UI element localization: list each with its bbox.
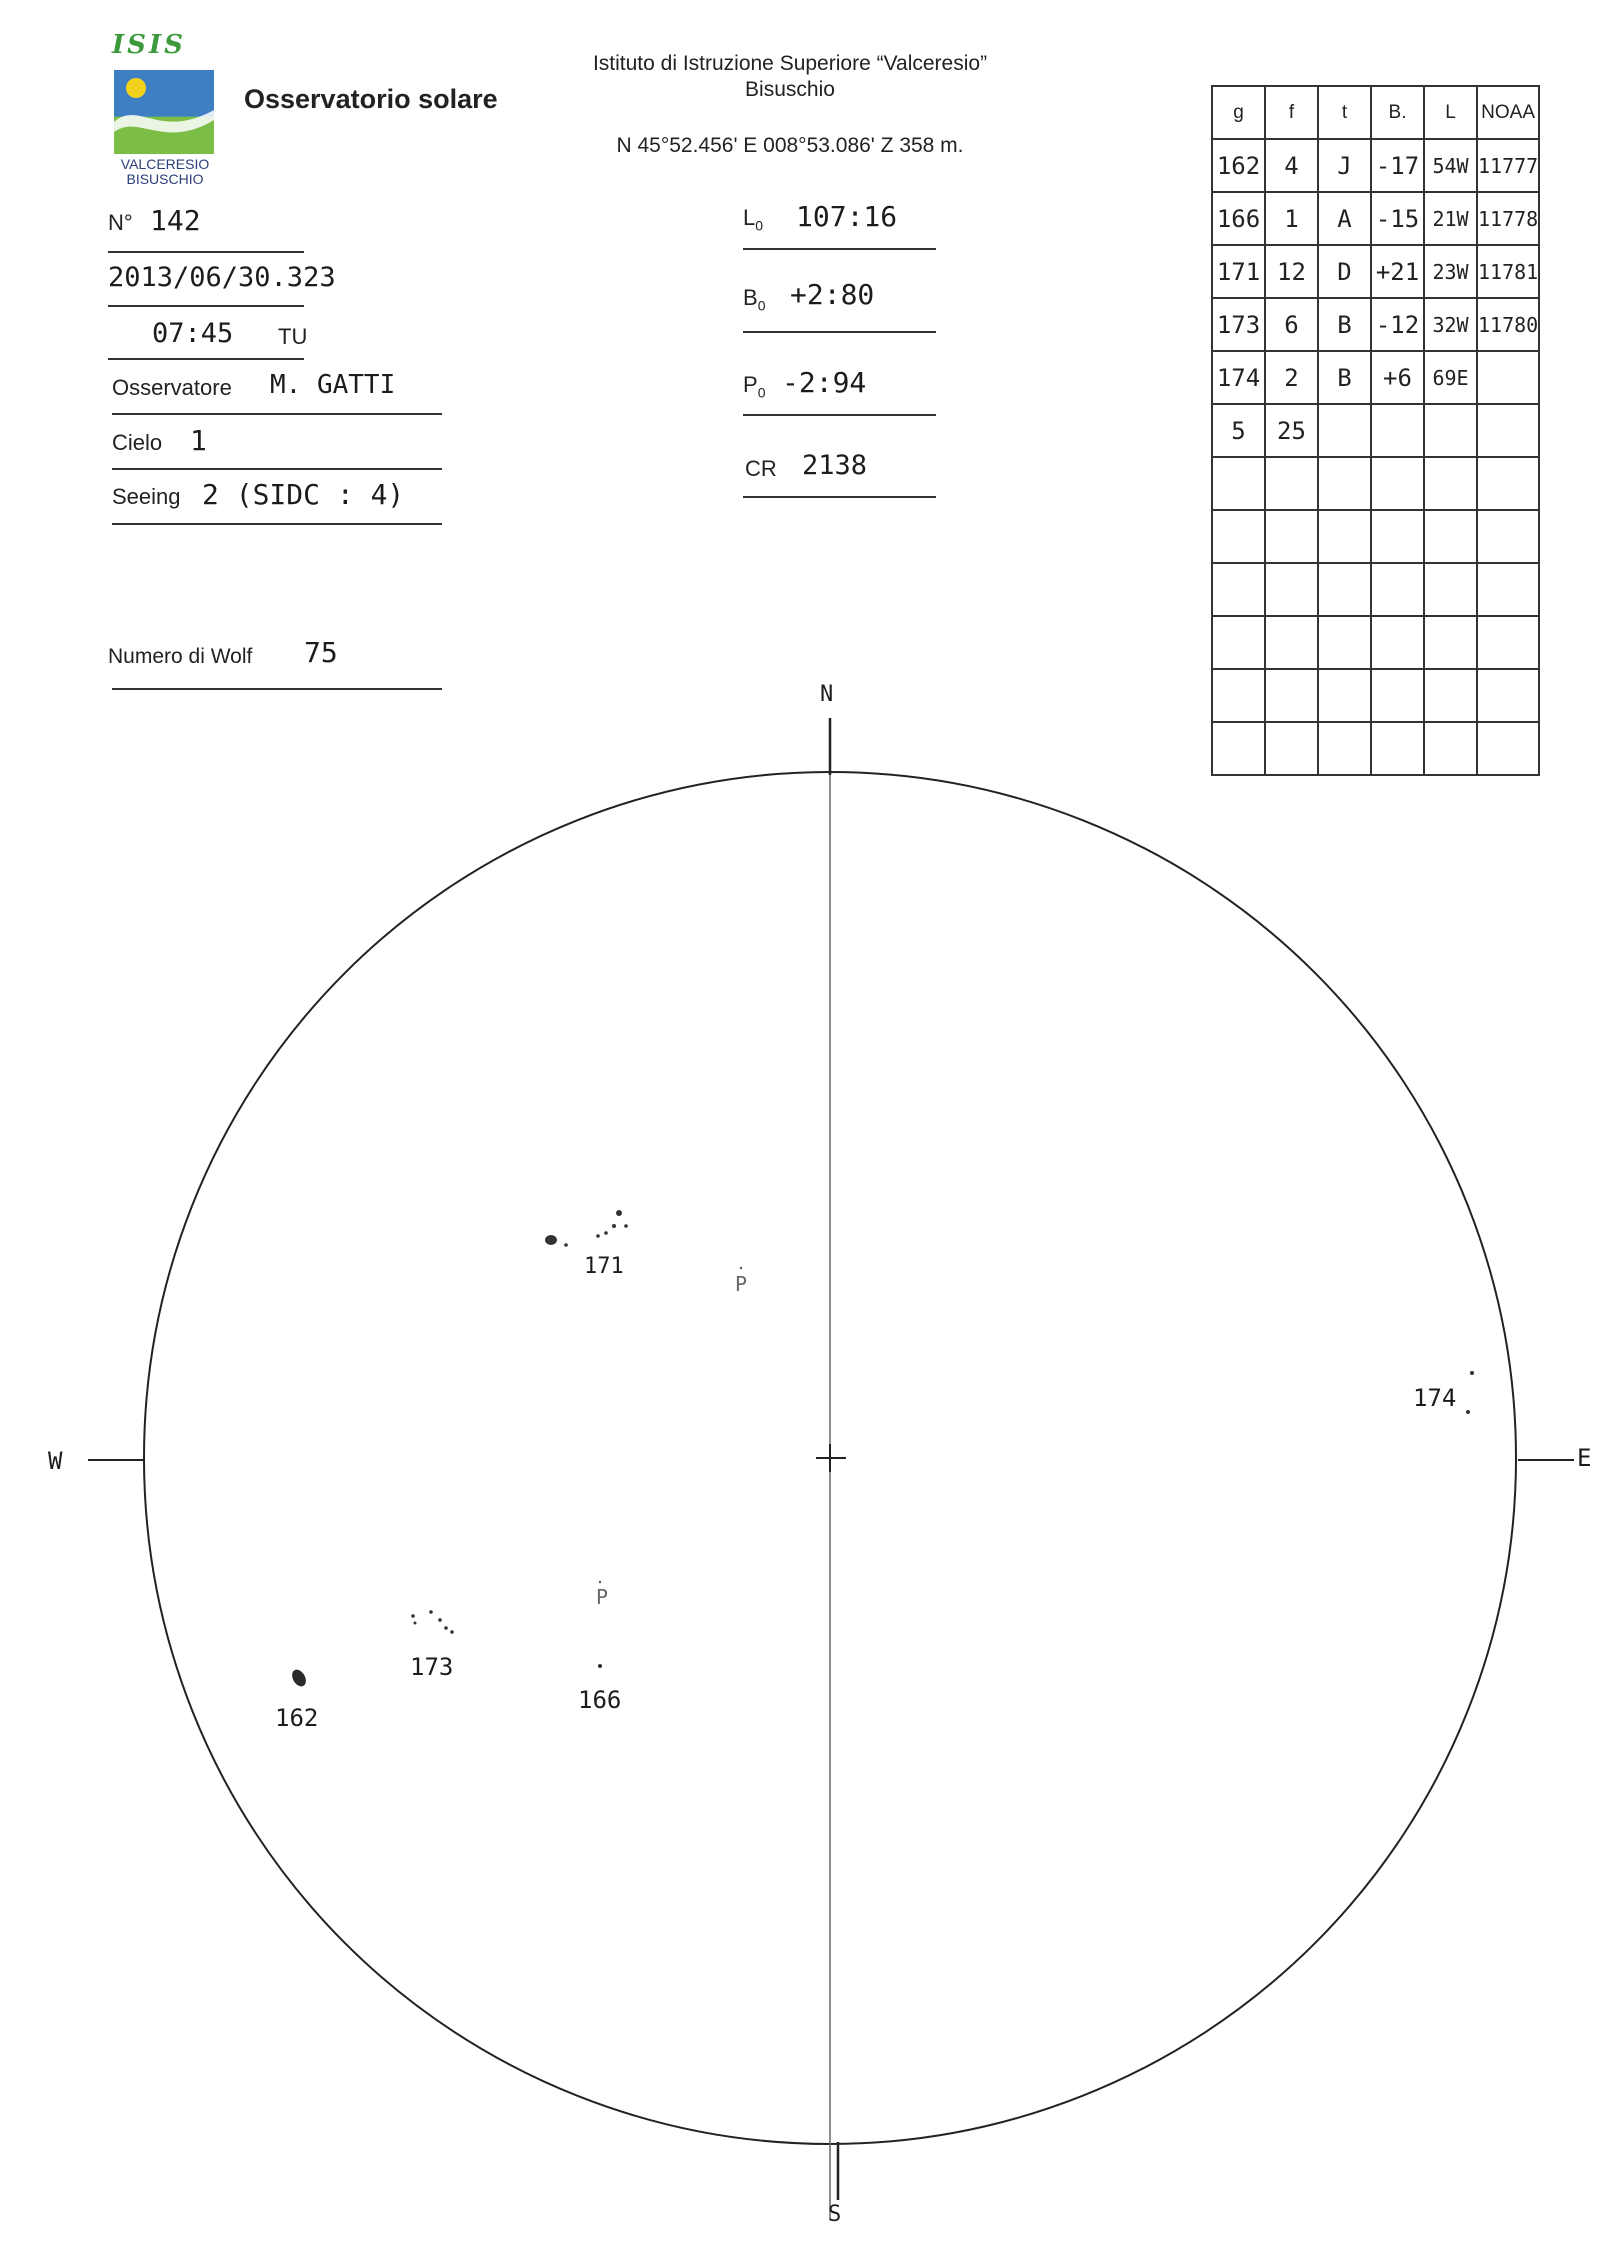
spot-174-b <box>1466 1410 1470 1414</box>
cell-l: 21W <box>1424 192 1477 245</box>
sky-label: Cielo <box>112 430 163 455</box>
wolf-value: 75 <box>304 636 338 669</box>
seeing-label: Seeing <box>112 484 181 509</box>
cell-g: 173 <box>1212 298 1265 351</box>
sky-value: 1 <box>190 424 207 457</box>
header-g: g <box>1212 86 1265 139</box>
spot-171-leader <box>545 1235 557 1245</box>
cell-noaa: 11778 <box>1477 192 1539 245</box>
cell-b: -12 <box>1371 298 1424 351</box>
header-f: f <box>1265 86 1318 139</box>
cell-g: 166 <box>1212 192 1265 245</box>
spot-171-f <box>624 1224 628 1228</box>
header-noaa: NOAA <box>1477 86 1539 139</box>
spot-173-a <box>411 1614 415 1618</box>
p0-value: -2:94 <box>782 366 867 399</box>
cell-noaa: 11780 <box>1477 298 1539 351</box>
wolf-label: Numero di Wolf <box>108 645 253 668</box>
spot-171-d <box>612 1224 616 1228</box>
number-value: 142 <box>150 204 201 237</box>
logo-text-valceresio: VALCERESIO <box>120 156 210 172</box>
spot-171-a <box>564 1243 568 1247</box>
page-title: Osservatorio solare <box>244 84 498 114</box>
spot-173-f <box>414 1622 417 1625</box>
cell-f: 12 <box>1265 245 1318 298</box>
cell-l: 69E <box>1424 351 1477 404</box>
cell-f: 4 <box>1265 139 1318 192</box>
east-label: E <box>1577 1444 1592 1472</box>
spot-173-d <box>444 1626 448 1630</box>
cell-noaa: 11777 <box>1477 139 1539 192</box>
institute-town: Bisuschio <box>745 78 835 101</box>
cell-t: B <box>1318 298 1371 351</box>
south-label: S <box>828 2202 842 2227</box>
cell-b: +6 <box>1371 351 1424 404</box>
cr-value: 2138 <box>802 450 868 481</box>
date-value: 2013/06/30.323 <box>108 262 336 293</box>
cell-f: 25 <box>1265 404 1318 457</box>
p0-letter: P <box>743 372 758 397</box>
header-t: t <box>1318 86 1371 139</box>
p0-subscript: 0 <box>757 384 766 401</box>
group-label-171: 171 <box>584 1254 624 1279</box>
cell-g: 162 <box>1212 139 1265 192</box>
l0-subscript: 0 <box>755 217 764 234</box>
institute-name: Istituto di Istruzione Superiore “Valceresio” <box>592 52 988 75</box>
cell-b: -15 <box>1371 192 1424 245</box>
cell-g: 174 <box>1212 351 1265 404</box>
spot-173-e <box>450 1630 454 1634</box>
cell-l: 32W <box>1424 298 1477 351</box>
group-label-174: 174 <box>1413 1384 1457 1412</box>
cell-noaa: 11781 <box>1477 245 1539 298</box>
spot-162-leader <box>289 1667 308 1689</box>
l0-value: 107:16 <box>796 200 898 233</box>
b0-subscript: 0 <box>757 297 766 314</box>
cell-t: A <box>1318 192 1371 245</box>
cell-l: 54W <box>1424 139 1477 192</box>
seeing-value: 2 (SIDC : 4) <box>202 478 405 511</box>
cell-g: 5 <box>1212 404 1265 457</box>
cell-f: 2 <box>1265 351 1318 404</box>
spot-171-e <box>616 1210 622 1216</box>
spot-166-a <box>598 1664 602 1668</box>
north-label: N <box>820 682 834 707</box>
pore-lower <box>599 1581 601 1583</box>
west-label: W <box>48 1447 63 1475</box>
spot-174-a <box>1470 1371 1474 1375</box>
spot-173-b <box>429 1610 433 1614</box>
cell-t: D <box>1318 245 1371 298</box>
group-label-173: 173 <box>410 1653 454 1681</box>
pore-label-upper: P <box>735 1272 748 1296</box>
pore-upper <box>740 1267 742 1269</box>
cell-g: 171 <box>1212 245 1265 298</box>
cell-b: -17 <box>1371 139 1424 192</box>
observatory-coordinates: N 45°52.456' E 008°53.086' Z 358 m. <box>616 134 964 157</box>
group-label-166: 166 <box>578 1686 622 1714</box>
cell-b: +21 <box>1371 245 1424 298</box>
cell-t: B <box>1318 351 1371 404</box>
logo-wordmark: ISIS <box>112 30 186 60</box>
header-l: L <box>1424 86 1477 139</box>
observer-value: M. GATTI <box>270 370 396 400</box>
header-b: B. <box>1371 86 1424 139</box>
b0-letter: B <box>743 285 758 310</box>
spot-171-b <box>596 1234 600 1238</box>
group-label-162: 162 <box>275 1704 319 1732</box>
pore-label-lower: P <box>596 1585 609 1609</box>
time-value: 07:45 <box>152 318 234 349</box>
cr-label: CR <box>745 456 777 481</box>
cell-f: 1 <box>1265 192 1318 245</box>
cell-f: 6 <box>1265 298 1318 351</box>
cell-t: J <box>1318 139 1371 192</box>
b0-value: +2:80 <box>790 278 875 311</box>
observer-label: Osservatore <box>112 375 232 400</box>
logo-text-bisuschio: BISUSCHIO <box>126 171 204 187</box>
spot-173-c <box>438 1618 442 1622</box>
cell-l: 23W <box>1424 245 1477 298</box>
spot-171-c <box>604 1231 608 1235</box>
time-unit: TU <box>278 324 308 349</box>
l0-letter: L <box>743 205 756 230</box>
number-label: N° <box>108 210 133 235</box>
